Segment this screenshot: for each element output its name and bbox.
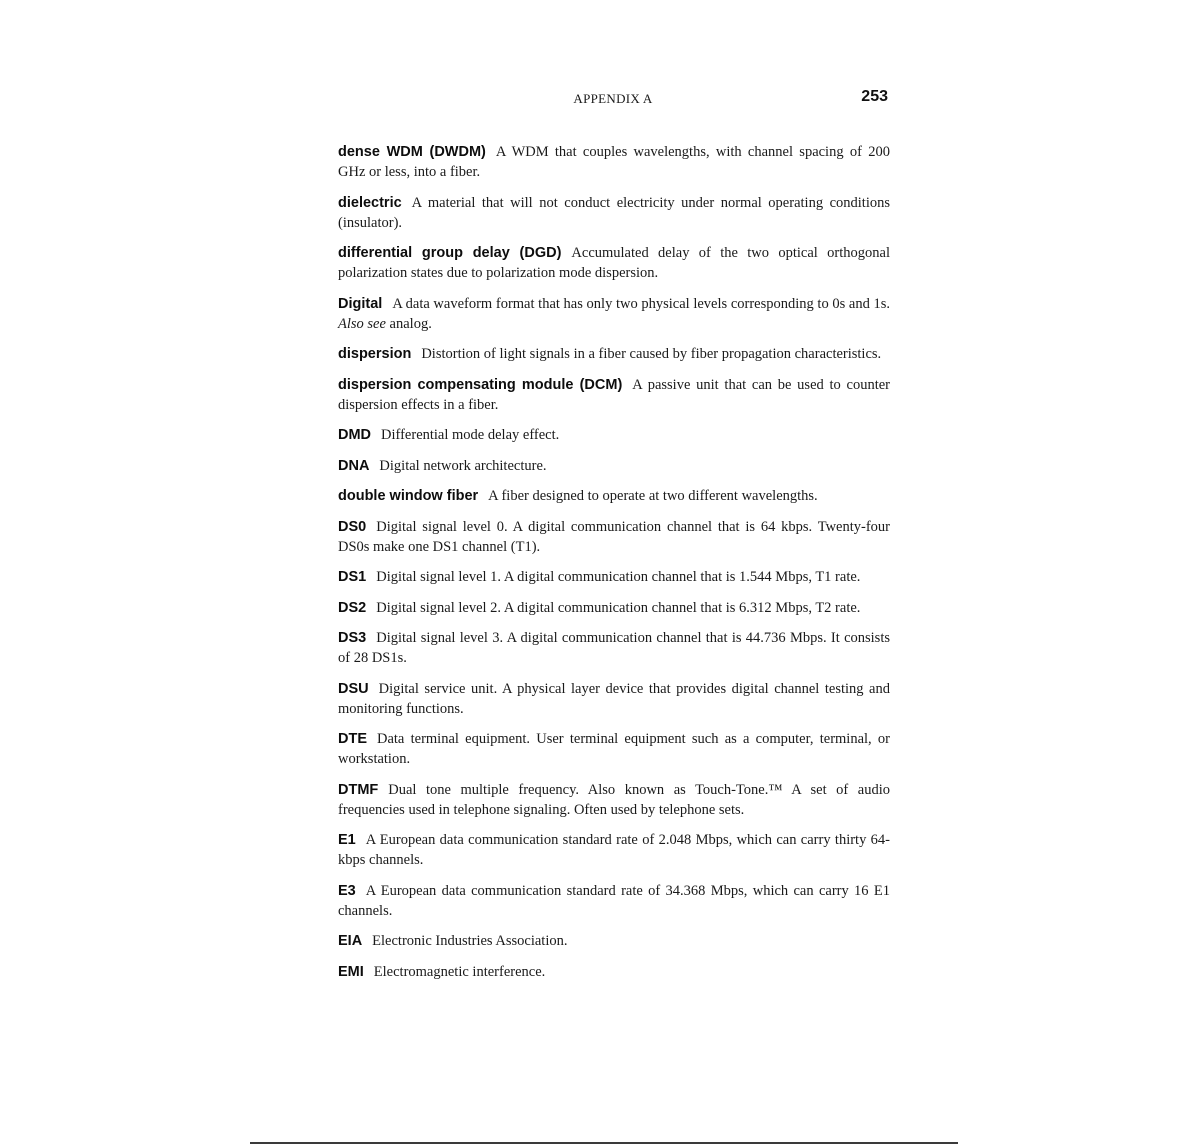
- glossary-definition: Distortion of light signals in a fiber caused by fiber propagation characteristics.: [421, 346, 882, 362]
- glossary-entry: [338, 780, 890, 820]
- glossary-term: E1: [338, 832, 356, 848]
- glossary-entry: [338, 881, 890, 921]
- glossary-term: DMD: [338, 427, 372, 443]
- glossary-definition: Digital signal level 3. A digital communication channel that is 44.736 Mbps. It consists of 28 DS1s.: [338, 630, 890, 666]
- page-number: 253: [861, 88, 888, 105]
- glossary-definition: Electronic Industries Association.: [372, 933, 568, 949]
- glossary-term: DNA: [338, 457, 370, 474]
- glossary-cross-reference: analog.: [389, 315, 432, 332]
- glossary-entry: [338, 456, 890, 476]
- glossary-definition: Data terminal equipment. User terminal equipment such as a computer, terminal, or workstation.: [338, 731, 890, 767]
- glossary-term: double window fiber: [338, 488, 479, 504]
- glossary-definition: A passive unit that can be used to counter dispersion effects in a fiber.: [338, 376, 890, 413]
- glossary-term: dense WDM (DWDM): [338, 144, 486, 160]
- glossary-entry: [338, 729, 890, 769]
- glossary-entry: [338, 486, 890, 506]
- glossary-entry: [338, 142, 890, 182]
- glossary-term: E3: [338, 882, 356, 899]
- glossary-definition: A material that will not conduct electricity under normal operating conditions (insulator).: [338, 194, 890, 231]
- page-bottom-rule: [250, 1142, 958, 1144]
- glossary-term: DTMF: [338, 781, 379, 798]
- glossary-definition: Digital signal level 2. A digital communication channel that is 6.312 Mbps, T2 rate.: [376, 599, 861, 616]
- glossary-definition: Accumulated delay of the two optical orthogonal polarization states due to polarization mode dispersion.: [338, 245, 890, 281]
- glossary-definition: Digital service unit. A physical layer device that provides digital channel testing and monitoring functions.: [338, 680, 890, 717]
- glossary-term: EIA: [338, 933, 363, 949]
- glossary-entry: [338, 962, 890, 982]
- running-head: APPENDIX A: [573, 91, 653, 106]
- glossary-entry: [338, 425, 890, 445]
- glossary-entry: [338, 679, 890, 719]
- glossary-definition: A European data communication standard rate of 2.048 Mbps, which can carry thirty 64-kbps channels.: [338, 832, 890, 868]
- glossary-term: Digital: [338, 295, 383, 312]
- glossary-term: differential group delay (DGD): [338, 245, 562, 261]
- glossary-definition: A data waveform format that has only two physical levels corresponding to 0s and 1s.: [392, 295, 890, 312]
- glossary-term: DS3: [338, 630, 367, 646]
- glossary-cross-reference-label: Also see: [338, 315, 386, 332]
- glossary-definition: A fiber designed to operate at two different wavelengths.: [488, 488, 818, 504]
- glossary-term: DS0: [338, 518, 367, 535]
- glossary-definition: A European data communication standard rate of 34.368 Mbps, which can carry 16 E1 channels.: [338, 882, 890, 919]
- glossary-definition: Digital signal level 1. A digital communication channel that is 1.544 Mbps, T1 rate.: [376, 569, 861, 585]
- glossary-entry: [338, 294, 890, 334]
- glossary-entry: [338, 830, 890, 870]
- glossary-term: dielectric: [338, 194, 402, 211]
- glossary-entry: [338, 628, 890, 668]
- glossary-entry: [338, 567, 890, 587]
- glossary-entry: [338, 598, 890, 618]
- glossary-term: dispersion: [338, 346, 412, 362]
- glossary-term: DS2: [338, 599, 367, 616]
- glossary-entry: [338, 931, 890, 951]
- glossary-list: [338, 142, 890, 992]
- glossary-definition: Electromagnetic interference.: [373, 963, 546, 980]
- glossary-term: EMI: [338, 963, 364, 980]
- glossary-term: DSU: [338, 680, 369, 697]
- glossary-entry: [338, 243, 890, 283]
- glossary-term: dispersion compensating module (DCM): [338, 376, 623, 393]
- glossary-entry: [338, 375, 890, 415]
- glossary-entry: [338, 193, 890, 233]
- glossary-definition: Differential mode delay effect.: [381, 427, 560, 443]
- glossary-definition: Digital signal level 0. A digital communication channel that is 64 kbps. Twenty-four DS0s make one DS1 channel (T1).: [338, 518, 890, 555]
- glossary-term: DS1: [338, 569, 367, 585]
- glossary-definition: Dual tone multiple frequency. Also known as Touch-Tone.™ A set of audio frequencies used in telephone signaling. Often used by telephone sets.: [338, 781, 890, 818]
- glossary-definition: A WDM that couples wavelengths, with channel spacing of 200 GHz or less, into a fiber.: [338, 144, 890, 180]
- glossary-term: DTE: [338, 731, 367, 747]
- glossary-entry: [338, 517, 890, 557]
- page-header: [338, 88, 888, 112]
- glossary-definition: Digital network architecture.: [379, 457, 547, 474]
- glossary-entry: [338, 344, 890, 364]
